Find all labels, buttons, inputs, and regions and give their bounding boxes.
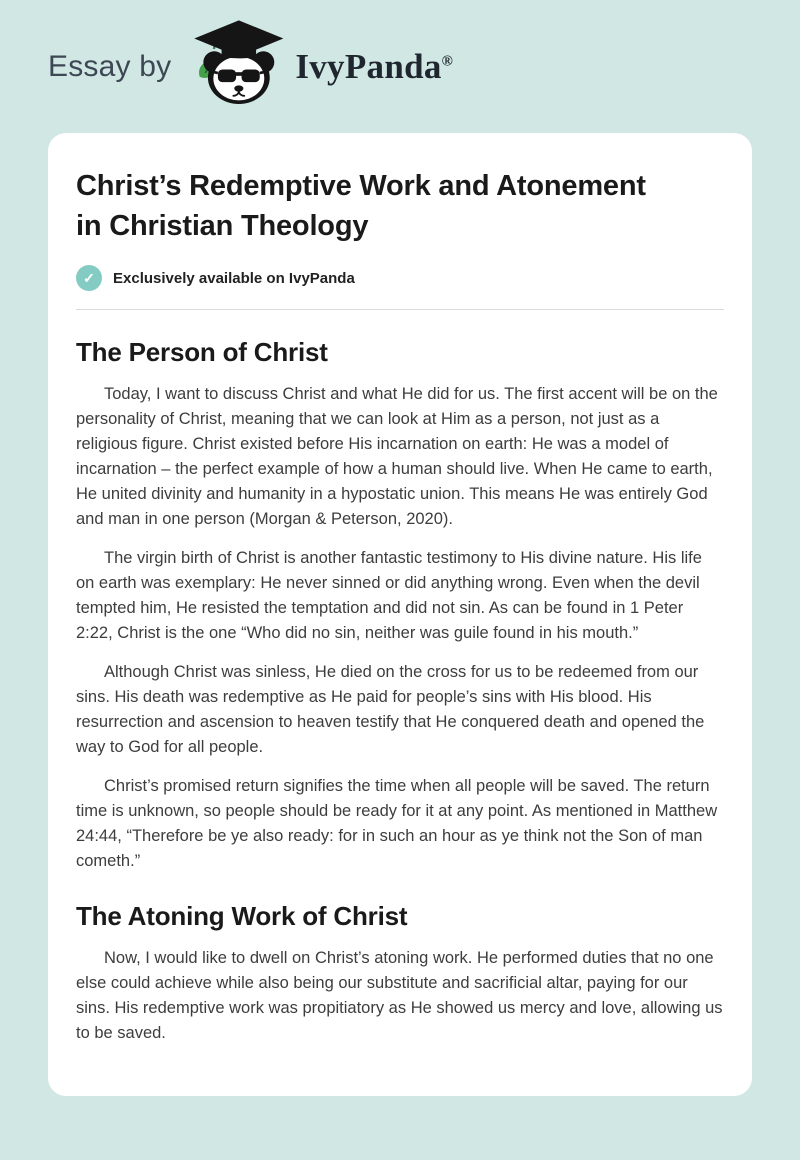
- paragraph: Although Christ was sinless, He died on the cross for us to be redeemed from our sins. His death was redemptive as He paid for people’s sins with His blood. His resurrection and ascension to heaven testify that He conquered death and opened the way to God for all people.: [76, 663, 705, 756]
- divider: [76, 309, 724, 310]
- paragraph: Today, I want to discuss Christ and what He did for us. The first accent will be on the personality of Christ, meaning that we can look at Him as a person, not just as a religious figure. Christ existed before His incarnation on earth: He was a model of incarnation – the perfect example of how a human should live. When He came to earth, He united divinity and humanity in a hypostatic union. This means He was entirely God and man in one person (Morgan & Peterson, 2020).: [76, 385, 718, 528]
- essay-card: [48, 133, 752, 1096]
- exclusive-badge-label: Exclusively available on IvyPanda: [113, 269, 355, 287]
- ivypanda-logo-link[interactable]: [187, 20, 453, 113]
- paragraph: The virgin birth of Christ is another fantastic testimony to His divine nature. His life on earth was exemplary: He never sinned or did anything wrong. Even when the devil tempted him, He resisted the temptation and did not sin. As can be found in 1 Peter 2:22, Christ is the one “Who did no sin, neither was guile found in his mouth.”: [76, 549, 702, 642]
- check-icon: ✓: [76, 265, 102, 291]
- exclusive-badge: [76, 265, 724, 291]
- section-heading: The Atoning Work of Christ: [76, 901, 408, 931]
- section-atoning-work: [76, 901, 724, 1046]
- site-header: [0, 0, 800, 133]
- paragraph: Christ’s promised return signifies the time when all people will be saved. The return time is unknown, so people should be ready for it at any point. As mentioned in Matthew 24:44, “Therefore be ye also ready: for in such an hour as ye think not the Son of man cometh.”: [76, 777, 718, 870]
- paragraph: Now, I would like to dwell on Christ’s atoning work. He performed duties that no one else could achieve while also being our substitute and sacrificial altar, paying for our sins. His redemptive work was propitiatory as He showed us mercy and love, allowing us to be saved.: [76, 949, 723, 1042]
- section-person-of-christ: [76, 337, 724, 874]
- page-title: Christ’s Redemptive Work and Atonement in Christian Theology: [76, 170, 646, 242]
- registered-mark: ®: [441, 52, 454, 69]
- brand-wordmark: IvyPanda®: [295, 46, 454, 86]
- panda-graduate-icon: [187, 20, 287, 113]
- section-heading: The Person of Christ: [76, 337, 328, 367]
- essay-by-label: Essay by: [48, 49, 172, 83]
